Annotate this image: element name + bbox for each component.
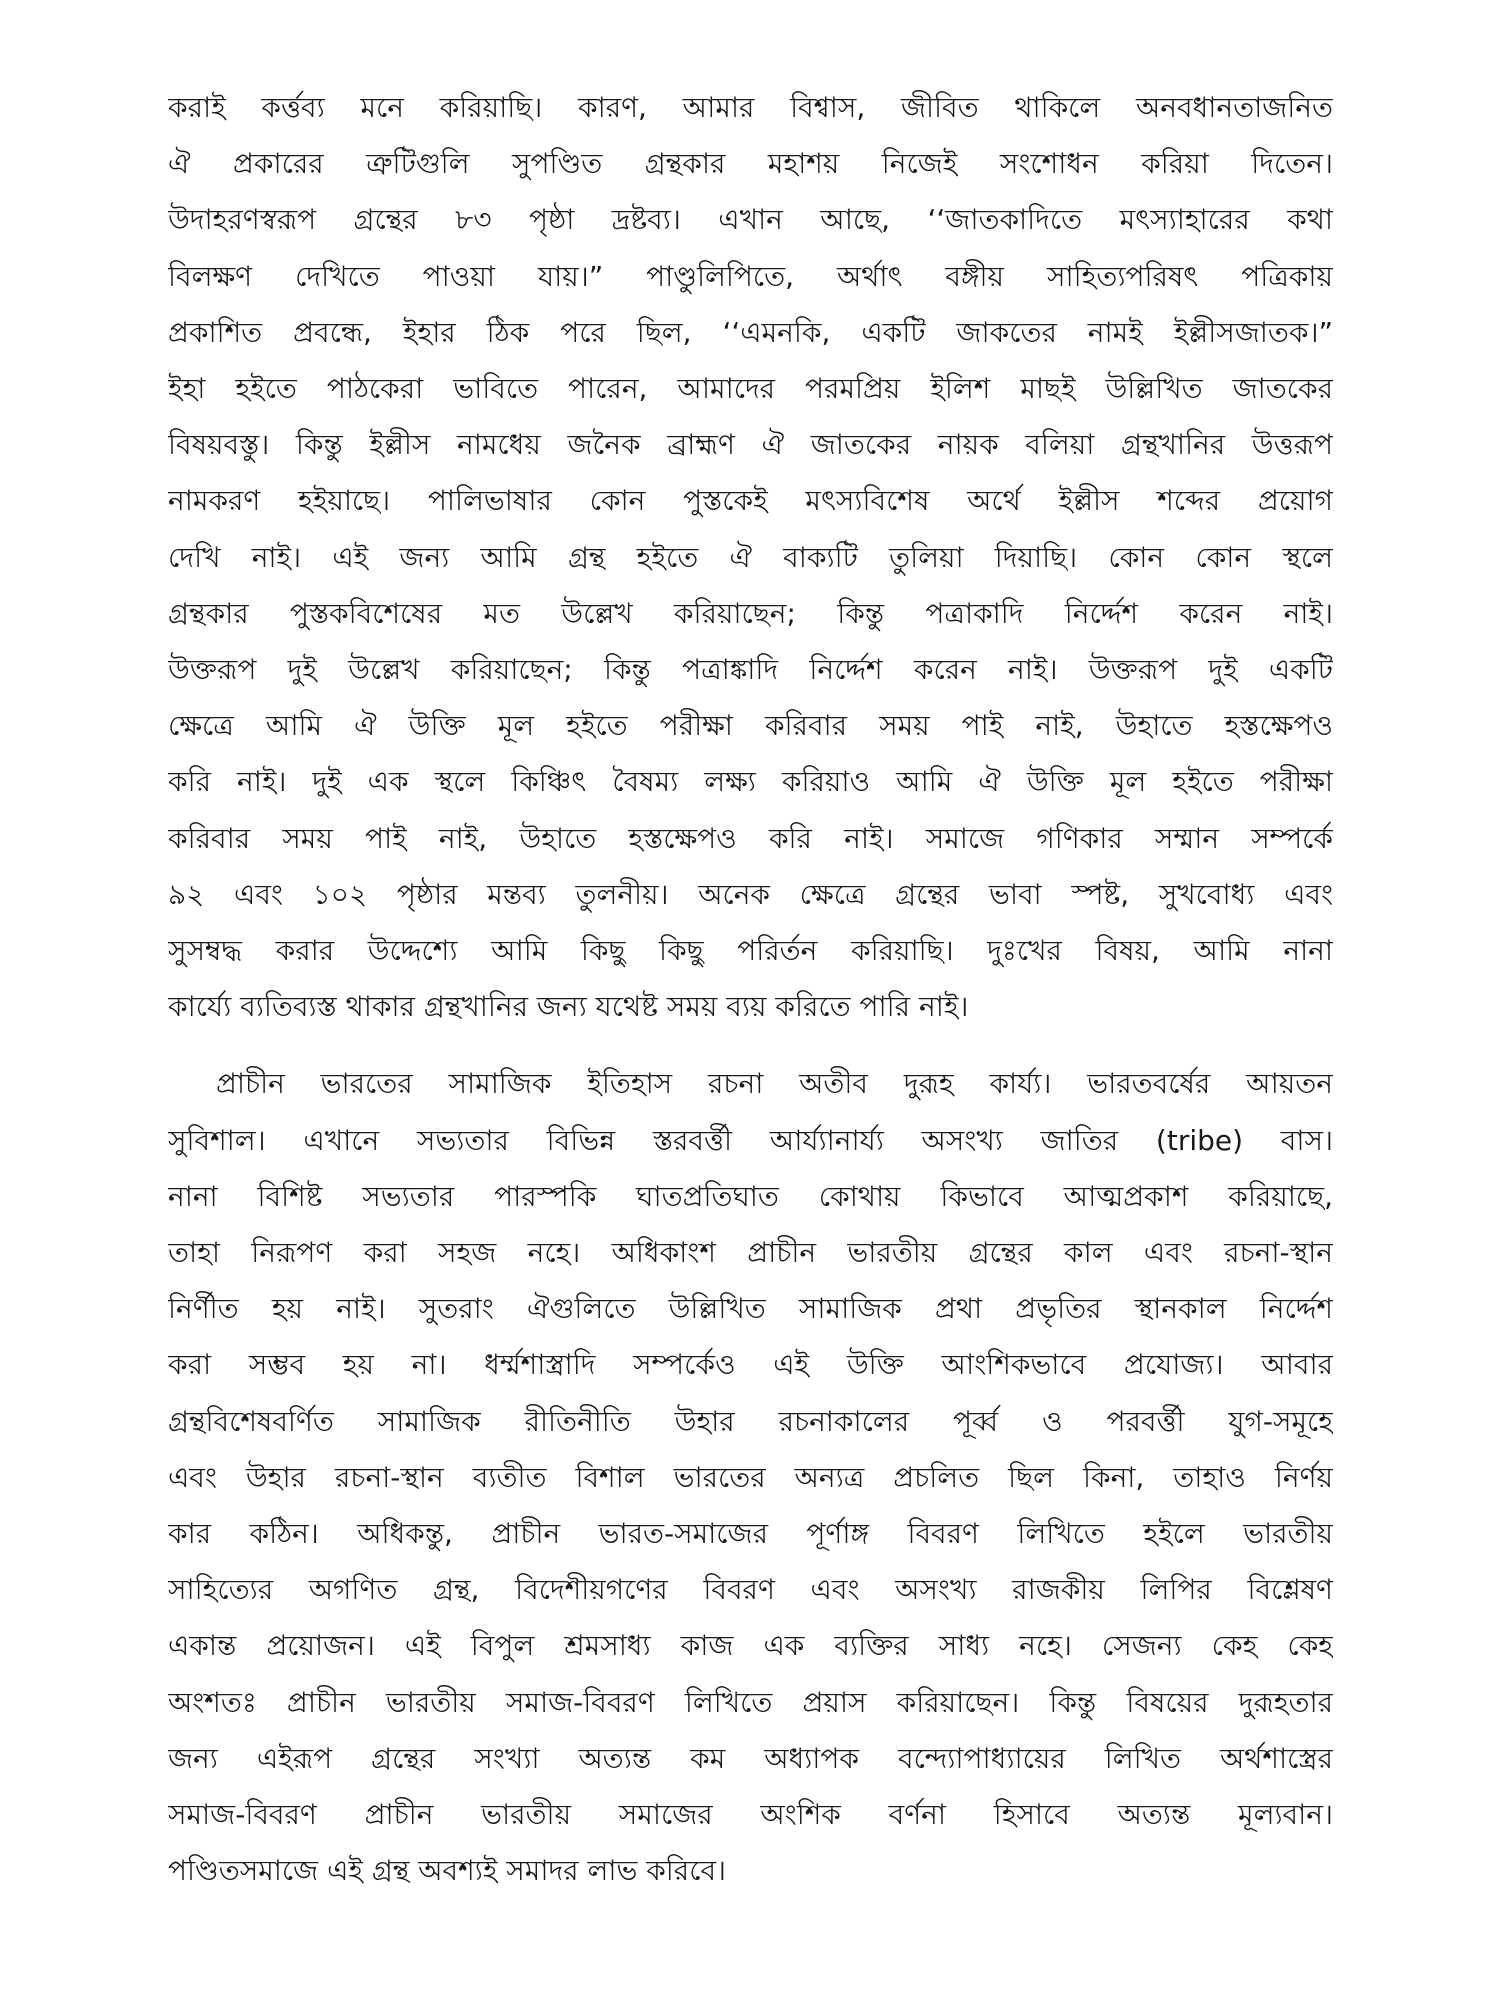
text-line: ইহা হইতে পাঠকেরা ভাবিতে পারেন, আমাদের পরমপ্রিয় ইলিশ মাছই উল্লিখিত জাতকের [168,372,1333,406]
text-line: অংশতঃ প্রাচীন ভারতীয় সমাজ-বিবরণ লিখিতে প্রয়াস করিয়াছেন। কিন্তু বিষয়ের দুরূহতার [168,1685,1333,1719]
text-line: পণ্ডিতসমাজে এই গ্রন্থ অবশ্যই সমাদর লাভ করিবে। [168,1854,727,1888]
text-line: সুসম্বদ্ধ করার উদ্দেশ্যে আমি কিছু কিছু পরির্তন করিয়াছি। দুঃখের বিষয়, আমি নানা [168,934,1333,968]
text-line: করাই কর্ত্তব্য মনে করিয়াছি। কারণ, আমার বিশ্বাস, জীবিত থাকিলে অনবধানতাজনিত [168,91,1333,124]
text-line: প্রাচীন ভারতের সামাজিক ইতিহাস রচনা অতীব দুরূহ কার্য্য। ভারতবর্ষের আয়তন [216,1067,1333,1101]
text-line: কার কঠিন। অধিকন্তু, প্রাচীন ভারত-সমাজের পূর্ণাঙ্গ বিবরণ লিখিতে হইলে ভারতীয় [168,1517,1333,1551]
text-line: করি নাই। দুই এক স্থলে কিঞ্চিৎ বৈষম্য লক্ষ্য করিয়াও আমি ঐ উক্তি মূল হইতে পরীক্ষা [168,765,1333,799]
text-line: নানা বিশিষ্ট সভ্যতার পারস্পকি ঘাতপ্রতিঘাত কোথায় কিভাবে আত্মপ্রকাশ করিয়াছে, [168,1179,1333,1213]
text-line: উদাহরণস্বরূপ গ্রন্থের ৮৩ পৃষ্ঠা দ্রষ্টব্য। এখান আছে, ‘‘জাতকাদিতে মৎস্যাহারের কথা [168,203,1333,237]
text-line: সমাজ-বিবরণ প্রাচীন ভারতীয় সমাজের অংশিক বর্ণনা হিসাবে অত্যন্ত মূল্যবান। [168,1798,1333,1832]
text-line: সাহিত্যের অগণিত গ্রন্থ, বিদেশীয়গণের বিবরণ এবং অসংখ্য রাজকীয় লিপির বিশ্লেষণ [168,1573,1333,1607]
text-line: সুবিশাল। এখানে সভ্যতার বিভিন্ন স্তরবর্ত্তী আর্য্যানার্য্য অসংখ্য জাতির (tribe) বাস। [168,1123,1333,1157]
text-line: তাহা নিরূপণ করা সহজ নহে। অধিকাংশ প্রাচীন ভারতীয় গ্রন্থের কাল এবং রচনা-স্থান [168,1236,1333,1270]
text-line: গ্রন্থকার পুস্তকবিশেষের মত উল্লেখ করিয়াছেন; কিন্তু পত্রাকাদি নির্দ্দেশ করেন নাই। [168,596,1333,630]
paragraph-1 [168,80,1333,1035]
text-line: কার্য্যে ব্যতিব্যস্ত থাকার গ্রন্থখানির জন্য যথেষ্ট সময় ব্যয় করিতে পারি নাই। [168,990,969,1024]
text-line: একান্ত প্রয়োজন। এই বিপুল শ্রমসাধ্য কাজ এক ব্যক্তির সাধ্য নহে। সেজন্য কেহ কেহ [168,1629,1333,1663]
text-line: বিলক্ষণ দেখিতে পাওয়া যায়।” পাণ্ডুলিপিতে, অর্থাৎ বঙ্গীয় সাহিত্যপরিষৎ পত্রিকায় [168,259,1333,293]
text-line: নামকরণ হইয়াছে। পালিভাষার কোন পুস্তকেই মৎস্যবিশেষ অর্থে ইল্লীস শব্দের প্রয়োগ [168,484,1333,518]
text-line: বিষয়বস্তু। কিন্তু ইল্লীস নামধেয় জনৈক ব্রাহ্মণ ঐ জাতকের নায়ক বলিয়া গ্রন্থখানির উত্তরূপ [168,428,1333,462]
text-line: জন্য এইরূপ গ্রন্থের সংখ্যা অত্যন্ত কম অধ্যাপক বন্দ্যোপাধ্যায়ের লিখিত অর্থশাস্ত্রের [168,1741,1333,1775]
text-line: নির্ণীত হয় নাই। সুতরাং ঐগুলিতে উল্লিখিত সামাজিক প্রথা প্রভৃতির স্থানকাল নির্দ্দেশ [168,1292,1333,1326]
text-line: ৯২ এবং ১০২ পৃষ্ঠার মন্তব্য তুলনীয়। অনেক ক্ষেত্রে গ্রন্থের ভাবা স্পষ্ট, সুখবোধ্য এবং [168,877,1333,911]
text-line: ঐ প্রকারের ত্রুটিগুলি সুপণ্ডিত গ্রন্থকার মহাশয় নিজেই সংশোধন করিয়া দিতেন। [168,147,1333,181]
document-page [168,80,1333,1900]
text-line: প্রকাশিত প্রবন্ধে, ইহার ঠিক পরে ছিল, ‘‘এমনকি, একটি জাকতের নামই ইল্লীসজাতক।” [168,315,1333,349]
text-line: করা সম্ভব হয় না। ধর্ম্মশাস্ত্রাদি সম্পর্কেও এই উক্তি আংশিকভাবে প্রযোজ্য। আবার [168,1348,1333,1382]
text-line: এবং উহার রচনা-স্থান ব্যতীত বিশাল ভারতের অন্যত্র প্রচলিত ছিল কিনা, তাহাও নির্ণয় [168,1460,1333,1494]
text-line: করিবার সময় পাই নাই, উহাতে হস্তক্ষেপও করি নাই। সমাজে গণিকার সম্মান সম্পর্কে [168,821,1333,855]
text-line: দেখি নাই। এই জন্য আমি গ্রন্থ হইতে ঐ বাক্যটি তুলিয়া দিয়াছি। কোন কোন স্থলে [168,540,1333,574]
text-line: ক্ষেত্রে আমি ঐ উক্তি মূল হইতে পরীক্ষা করিবার সময় পাই নাই, উহাতে হস্তক্ষেপও [168,709,1333,743]
text-line: গ্রন্থবিশেষবর্ণিত সামাজিক রীতিনীতি উহার রচনাকালের পূর্ব্ব ও পরবর্ত্তী যুগ-সমূহে [168,1404,1333,1438]
paragraph-2 [168,1056,1333,1899]
text-line: উক্তরূপ দুই উল্লেখ করিয়াছেন; কিন্তু পত্রাঙ্কাদি নির্দ্দেশ করেন নাই। উক্তরূপ দুই একটি [168,653,1333,687]
